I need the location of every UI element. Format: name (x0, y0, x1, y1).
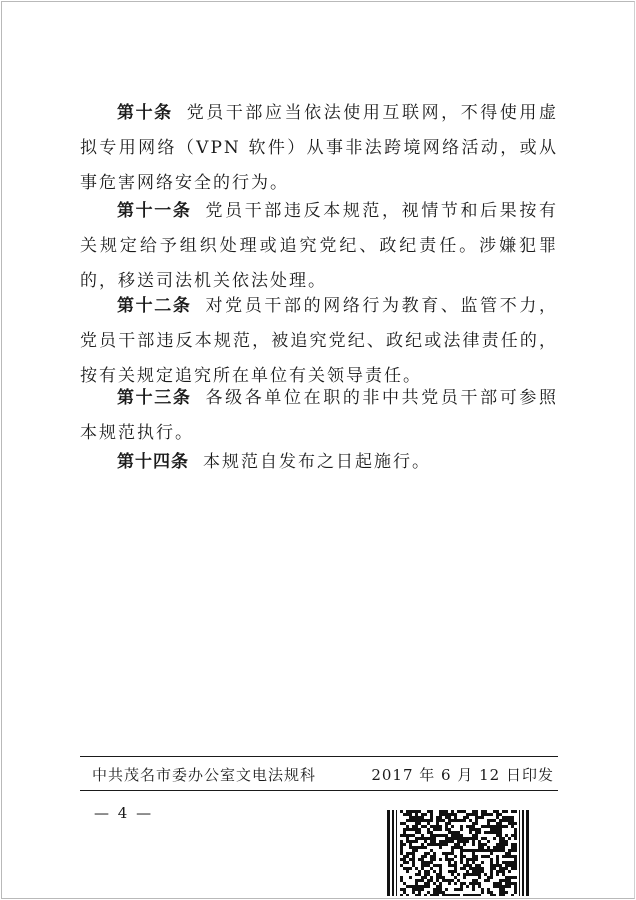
article-12-title: 第十二条 (117, 296, 192, 316)
article-10 (80, 96, 558, 201)
article-10-title: 第十条 (117, 103, 173, 123)
article-10-text: 党员干部应当依法使用互联网，不得使用虚拟专用网络（VPN 软件）从事非法跨境网络活动，或从事危害网络安全的行为。 (80, 103, 559, 193)
article-14-title: 第十四条 (117, 452, 189, 472)
article-14 (80, 445, 558, 480)
footer-issuer: 中共茂名市委办公室文电法规科 (92, 766, 317, 784)
article-12-text: 对党员干部的网络行为教育、监管不力，党员干部违反本规范，被追究党纪、政纪或法律责任的，按有关规定追究所在单位有关领导责任。 (80, 296, 559, 386)
footer-date: 2017 年 6 月 12 日印发 (371, 766, 554, 784)
footer-imprint (80, 764, 558, 786)
article-13 (80, 381, 558, 451)
article-11-title: 第十一条 (117, 201, 192, 221)
page-number: — 4 — (94, 804, 154, 822)
article-14-text: 本规范自发布之日起施行。 (203, 452, 431, 472)
article-11-text: 党员干部违反本规范，视情节和后果按有关规定给予组织处理或追究党纪、政纪责任。涉嫌犯罪的，移送司法机关依法处理。 (80, 201, 559, 291)
article-11 (80, 194, 558, 299)
article-13-title: 第十三条 (117, 388, 192, 408)
footer-bottom-rule (80, 790, 558, 791)
footer-top-rule (80, 756, 558, 757)
article-13-text: 各级各单位在职的非中共党员干部可参照本规范执行。 (80, 388, 559, 443)
article-12 (80, 289, 558, 394)
2d-barcode-icon (387, 810, 529, 896)
